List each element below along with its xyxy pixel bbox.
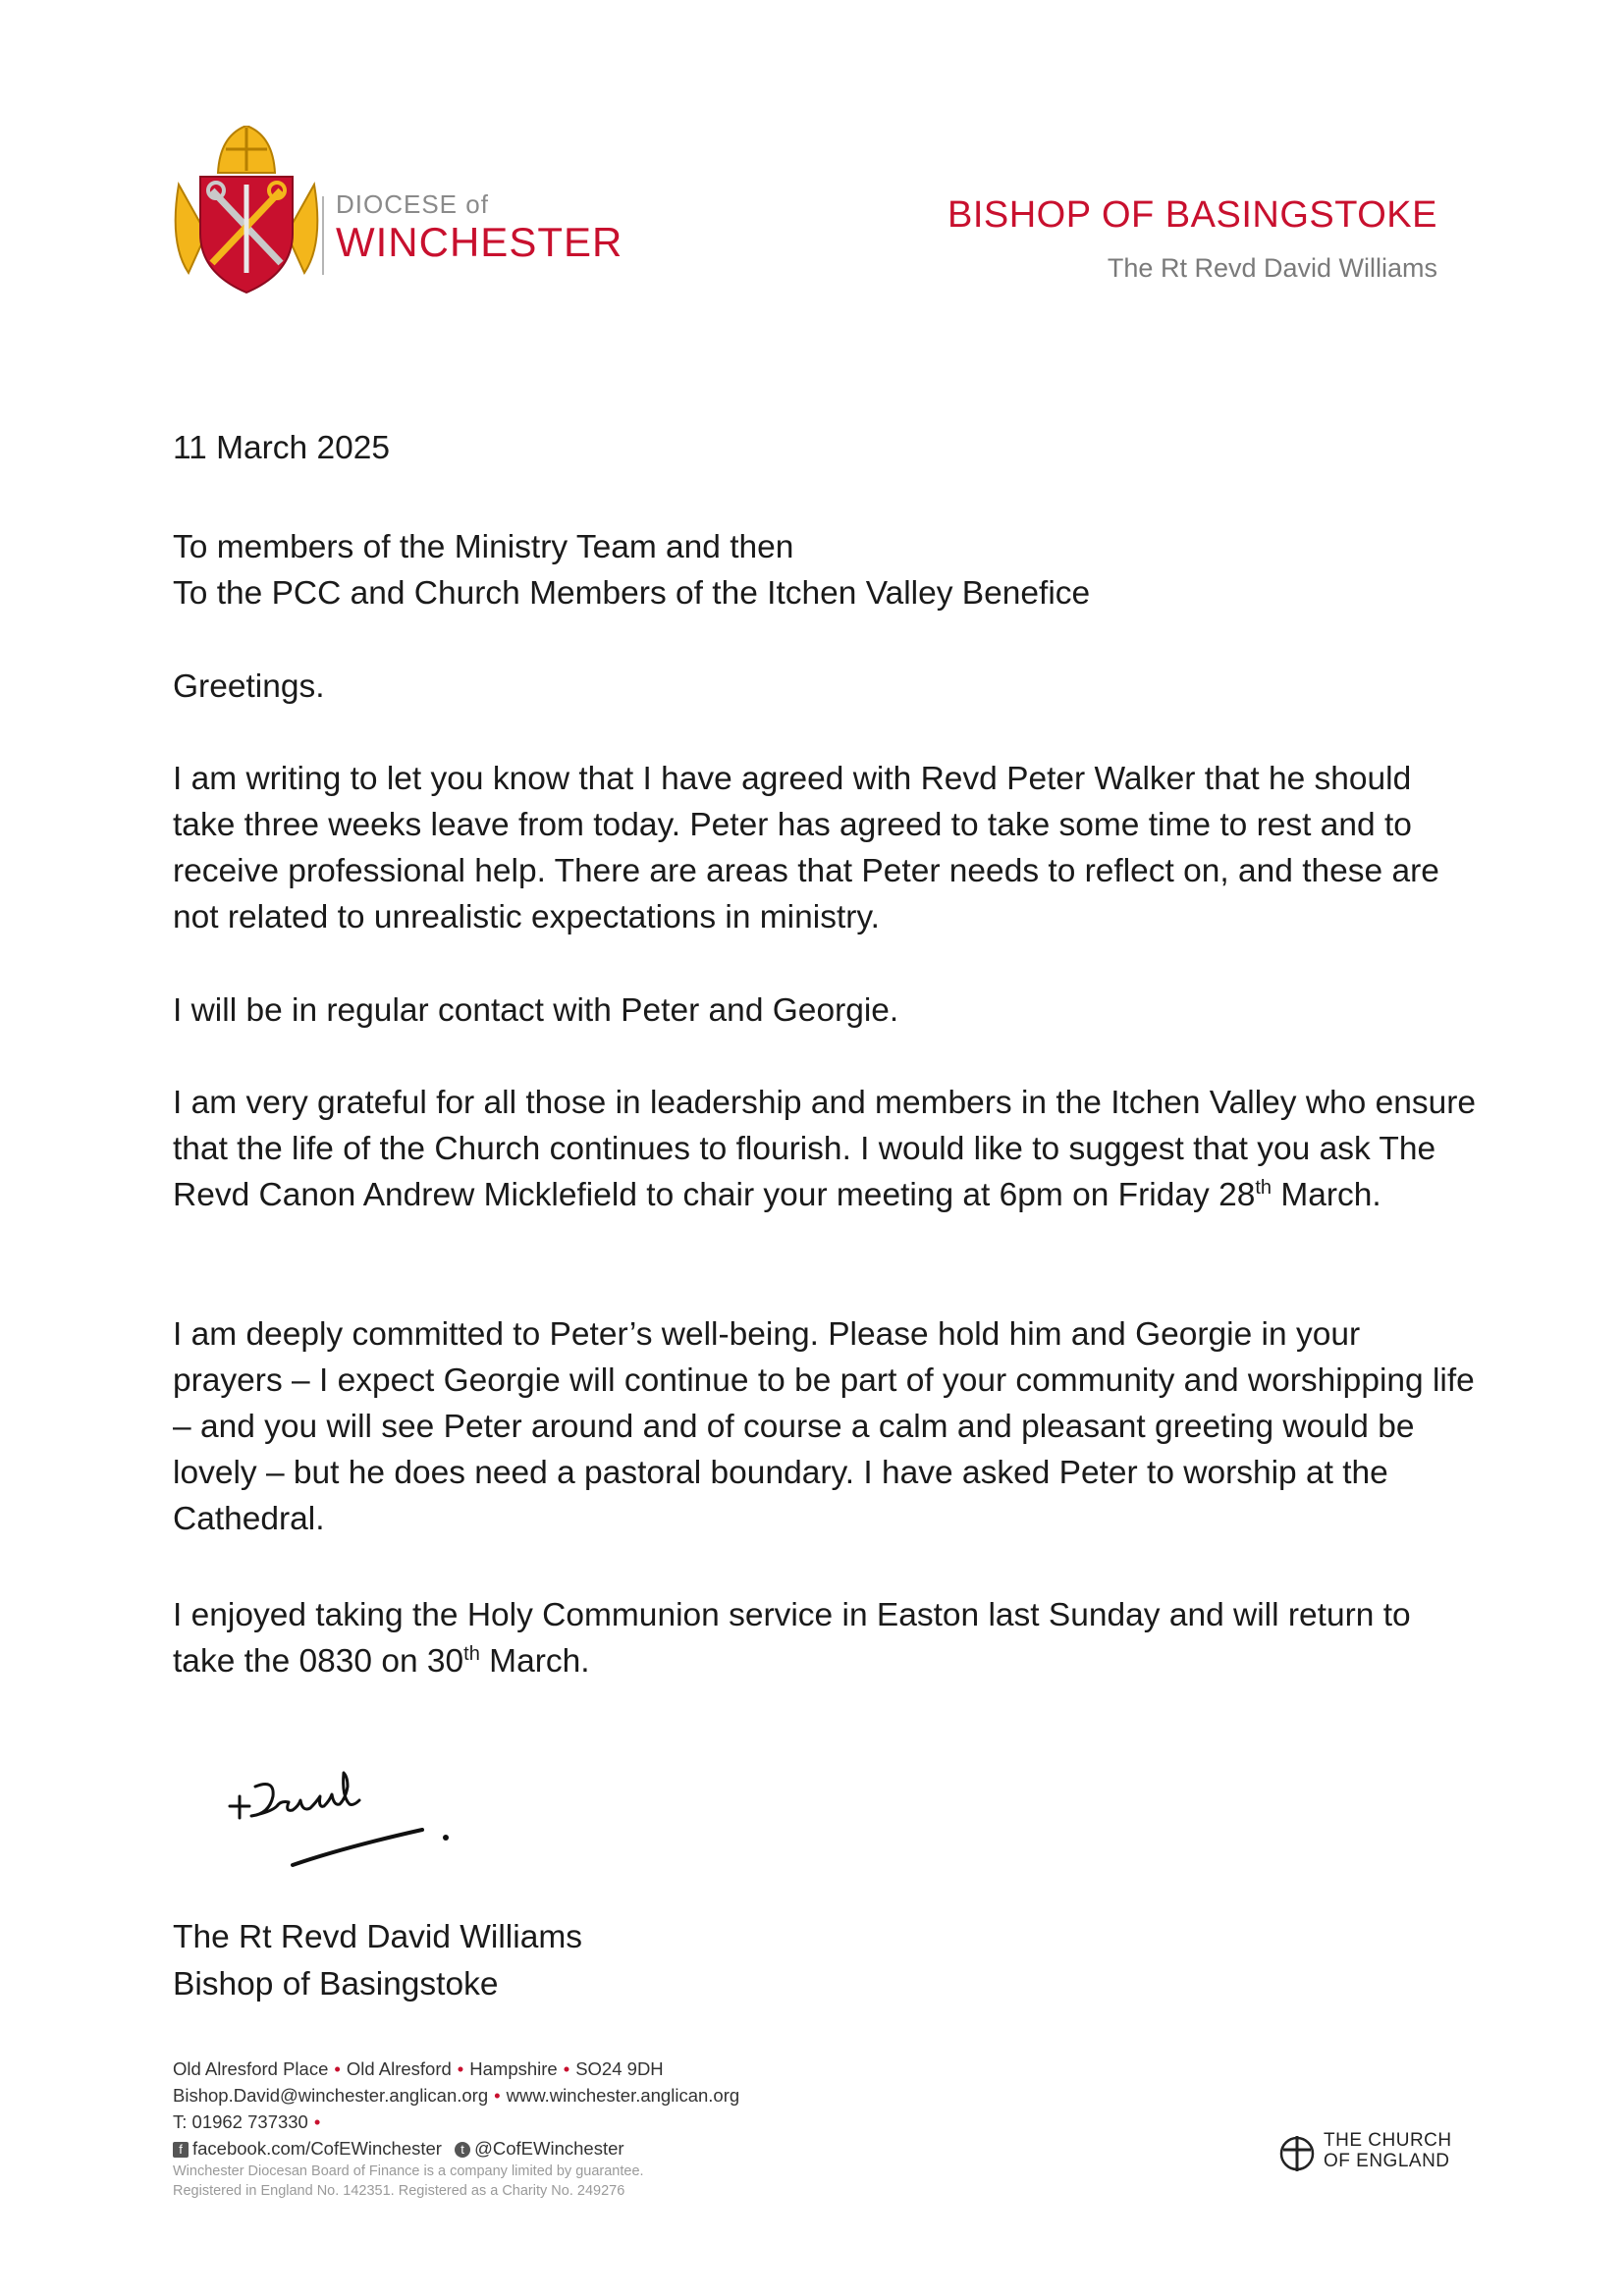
bullet-separator: • [313, 2111, 321, 2132]
paragraph-4: I am deeply committed to Peter’s well-being. Please hold him and Georgie in your prayers – I expect Georgie will continue to be part of your community and worshipping life – and you will see Peter around and of course a calm and pleasant greeting would be lovely – but he does need a pastoral boundary. I have asked Peter to worship at the Cathedral. [173, 1316, 1475, 1537]
footer-contact-line [173, 2082, 739, 2109]
footer-twitter-link[interactable]: @CofEWinchester [474, 2138, 624, 2159]
coe-line-1: THE CHURCH [1324, 2130, 1452, 2151]
footer-address-2: Old Alresford [346, 2058, 452, 2079]
signatory-title: Bishop of Basingstoke [173, 1966, 499, 2002]
signatory-block [173, 1914, 582, 2008]
footer-legal-2: Registered in England No. 142351. Registered as a Charity No. 249276 [173, 2183, 625, 2199]
paragraph-5 [173, 1592, 1479, 1684]
diocese-wordmark [336, 188, 623, 265]
greeting: Greetings. [173, 668, 325, 705]
paragraph-3-text: I am very grateful for all those in leadership and members in the Itchen Valley who ensure that the life of the Church continues to flourish. I would like to suggest that you ask The Revd Canon Andrew Micklefield to chair your meeting at 6pm on Friday 28 [173, 1085, 1477, 1213]
paragraph-5-superscript: th [463, 1642, 480, 1665]
letter-date: 11 March 2025 [173, 430, 390, 466]
paragraph-2: I will be in regular contact with Peter and Georgie. [173, 992, 899, 1029]
footer-legal-1: Winchester Diocesan Board of Finance is a company limited by guarantee. [173, 2163, 644, 2179]
bullet-separator: • [457, 2058, 464, 2079]
diocese-crest-logo [169, 126, 324, 294]
footer-social-line [173, 2135, 739, 2162]
footer-address-line [173, 2056, 739, 2082]
wordmark-divider [322, 196, 324, 275]
paragraph-5-text-end: March. [479, 1643, 590, 1680]
diocese-name: WINCHESTER [336, 219, 623, 265]
paragraph-3 [173, 1080, 1479, 1218]
paragraph-5-text: I enjoyed taking the Holy Communion service in Easton last Sunday and will return to take the 0830 on 30 [173, 1597, 1411, 1680]
footer-phone: T: 01962 737330 [173, 2111, 308, 2132]
letterhead-title: BISHOP OF BASINGSTOKE [947, 194, 1437, 236]
footer-phone-line [173, 2109, 739, 2135]
facebook-icon: f [173, 2142, 189, 2158]
paragraph-3-text-end: March. [1272, 1177, 1381, 1213]
letterhead-name: The Rt Revd David Williams [1107, 253, 1437, 283]
church-cross-icon [1278, 2134, 1316, 2173]
signatory-name: The Rt Revd David Williams [173, 1919, 582, 1955]
paragraph-3-superscript: th [1255, 1176, 1272, 1199]
footer-address-3: Hampshire [469, 2058, 558, 2079]
footer-email-link[interactable]: Bishop.David@winchester.anglican.org [173, 2085, 489, 2106]
coe-line-2: OF ENGLAND [1324, 2151, 1450, 2171]
bullet-separator: • [563, 2058, 570, 2079]
twitter-icon: t [455, 2142, 470, 2158]
church-of-england-wordmark [1324, 2130, 1452, 2171]
footer-address-1: Old Alresford Place [173, 2058, 329, 2079]
handwritten-signature [216, 1767, 461, 1895]
footer-postcode: SO24 9DH [575, 2058, 664, 2079]
bullet-separator: • [494, 2085, 501, 2106]
diocese-small-label: DIOCESE of [336, 189, 489, 219]
letter-addressee [173, 524, 1479, 616]
paragraph-1: I am writing to let you know that I have agreed with Revd Peter Walker that he should take three weeks leave from today. Peter has agreed to take some time to rest and to receive professional help. There are areas that Peter needs to reflect on, and these are not related to unrealistic expectations in ministry. [173, 761, 1439, 935]
footer-website-link[interactable]: www.winchester.anglican.org [506, 2085, 740, 2106]
addressee-line-1: To members of the Ministry Team and then [173, 529, 794, 565]
church-of-england-logo [1278, 2130, 1485, 2181]
letter-footer [173, 2056, 739, 2201]
bullet-separator: • [334, 2058, 341, 2079]
footer-facebook-link[interactable]: facebook.com/CofEWinchester [192, 2138, 442, 2159]
addressee-line-2: To the PCC and Church Members of the Itchen Valley Benefice [173, 575, 1091, 612]
